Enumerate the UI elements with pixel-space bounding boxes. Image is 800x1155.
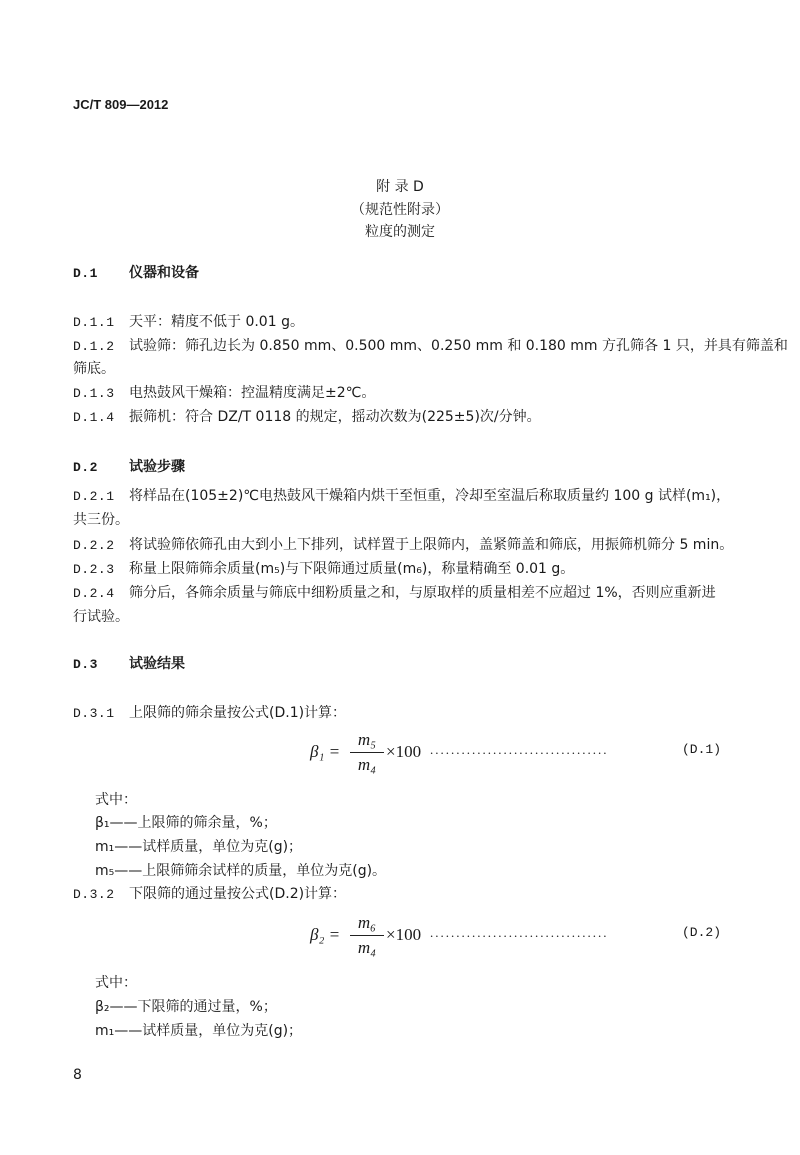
clause-d1-2: D.1.2 试验筛：筛孔边长为 0.850 mm、0.500 mm、0.250 mm 和 0.180 mm 方孔筛各 1 只，并具有筛盖和 — [73, 338, 788, 354]
clause-d1-4: D.1.4 振筛机：符合 DZ/T 0118 的规定，摇动次数为(225±5)次/分钟。 — [73, 409, 541, 425]
clause-d3-1: D.3.1 上限筛的筛余量按公式(D.1)计算： — [73, 705, 347, 721]
clause-d1-1: D.1.1 天平：精度不低于 0.01 g。 — [73, 314, 304, 330]
fraction-bar — [350, 752, 384, 753]
formula-number: (D.1) — [682, 742, 722, 757]
section-heading-d3: D.3 试验结果 — [73, 656, 185, 672]
denominator: m₄ — [357, 755, 377, 774]
clause-d2-4-cont: 行试验。 — [73, 609, 129, 625]
appendix-label: 附 录 D — [376, 179, 424, 195]
definition-item: β₁——上限筛的筛余量，%； — [95, 815, 277, 831]
definition-item: β₂——下限筛的通过量，%； — [95, 999, 277, 1015]
definition-item: m₁——试样质量，单位为克(g)； — [95, 839, 303, 855]
clause-d2-3: D.2.3 称量上限筛筛余质量(m₅)与下限筛通过质量(m₆)，称量精确至 0.01 g。 — [73, 561, 575, 577]
formula-fraction — [350, 913, 384, 958]
appendix-title: 粒度的测定 — [365, 224, 435, 240]
clause-d2-4: D.2.4 筛分后，各筛余质量与筛底中细粉质量之和，与原取样的质量相差不应超过 1%，否则应重新进 — [73, 585, 716, 601]
formula-rhs: ×100 — [386, 925, 422, 944]
formula-rhs: ×100 — [386, 742, 422, 761]
clause-d1-2-cont: 筛底。 — [73, 361, 115, 377]
document-code: JC/T 809—2012 — [73, 97, 169, 112]
clause-d3-2: D.3.2 下限筛的通过量按公式(D.2)计算： — [73, 886, 347, 902]
clause-d1-3: D.1.3 电热鼓风干燥箱：控温精度满足±2℃。 — [73, 385, 376, 401]
clause-d2-2: D.2.2 将试验筛依筛孔由大到小上下排列，试样置于上限筛内，盖紧筛盖和筛底，用振筛机筛分 5 min。 — [73, 537, 734, 553]
numerator: m₅ — [357, 730, 377, 749]
where-label: 式中： — [95, 792, 137, 808]
formula-lhs: β₁ = — [310, 742, 341, 761]
leader-dots: .................................. — [430, 742, 609, 757]
formula-d1 — [300, 730, 720, 780]
denominator: m₄ — [357, 938, 377, 957]
fraction-bar — [350, 935, 384, 936]
clause-d2-1-cont: 共三份。 — [73, 512, 129, 528]
page-number: 8 — [73, 1067, 82, 1083]
definition-item: m₅——上限筛筛余试样的质量，单位为克(g)。 — [95, 863, 387, 879]
formula-number: (D.2) — [682, 925, 722, 940]
formula-fraction — [350, 730, 384, 775]
section-heading-d1: D.1 仪器和设备 — [73, 265, 199, 281]
leader-dots: .................................. — [430, 925, 609, 940]
section-heading-d2: D.2 试验步骤 — [73, 459, 185, 475]
formula-lhs: β₂ = — [310, 925, 341, 944]
clause-d2-1: D.2.1 将样品在(105±2)℃电热鼓风干燥箱内烘干至恒重，冷却至室温后称取质量约 100 g 试样(m₁)， — [73, 488, 731, 504]
formula-d2 — [300, 913, 720, 963]
definition-item: m₁——试样质量，单位为克(g)； — [95, 1023, 303, 1039]
appendix-type: （规范性附录） — [351, 202, 449, 218]
numerator: m₆ — [357, 913, 377, 932]
where-label: 式中： — [95, 975, 137, 991]
